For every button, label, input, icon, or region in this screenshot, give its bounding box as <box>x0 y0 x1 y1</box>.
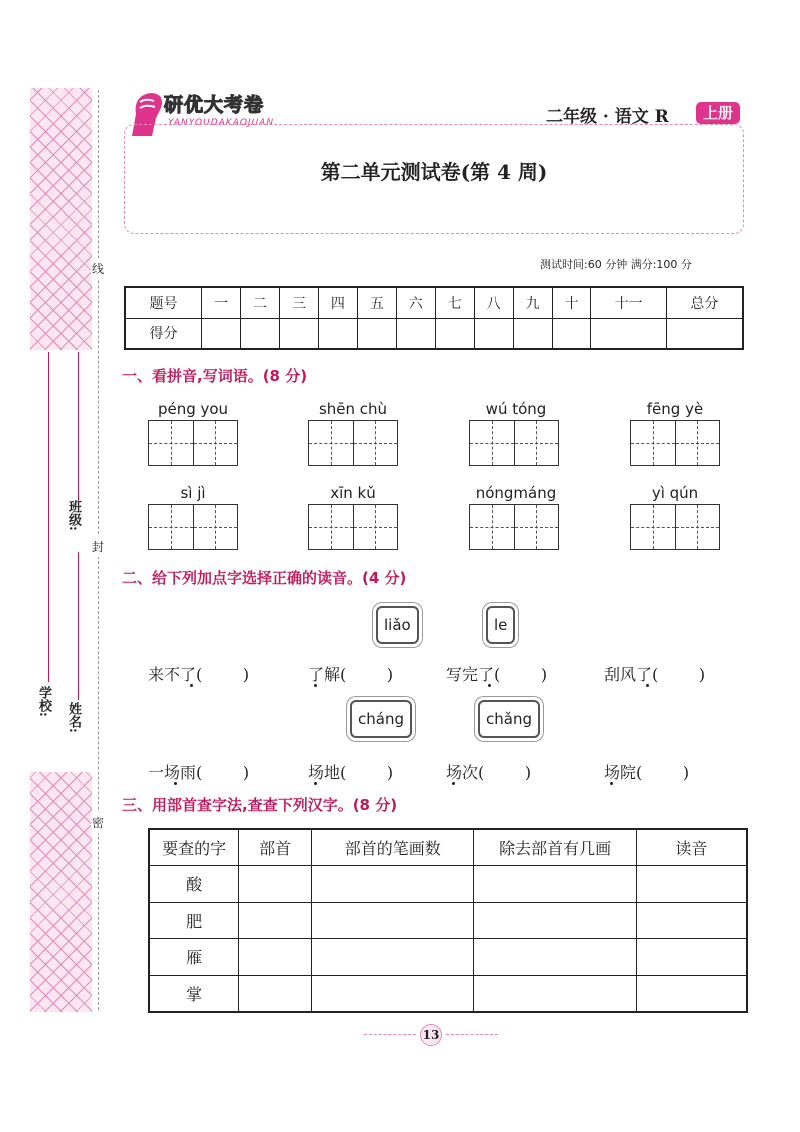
answer-cell[interactable] <box>311 939 473 976</box>
score-cell[interactable] <box>357 318 396 349</box>
answer-cell[interactable] <box>474 975 636 1012</box>
emphasis-dot <box>610 782 613 785</box>
score-header-cell: 三 <box>279 287 318 318</box>
word-item: 场地( ) <box>308 763 394 782</box>
pinyin-prompt: nóngmáng <box>475 484 557 502</box>
logo-subtitle: YANYOUDAKAOJUAN <box>168 118 275 128</box>
writing-grid[interactable] <box>630 504 720 550</box>
score-header-cell: 七 <box>435 287 474 318</box>
score-value-row <box>125 318 743 349</box>
writing-grid[interactable] <box>308 504 398 550</box>
page-title: 第二单元测试卷(第 4 周) <box>320 160 548 184</box>
word-item: 一场雨( ) <box>148 763 250 782</box>
score-header-cell: 八 <box>474 287 513 318</box>
score-header-cell: 二 <box>241 287 280 318</box>
score-header-cell: 十一 <box>591 287 666 318</box>
answer-cell[interactable] <box>239 866 312 903</box>
emphasis-dot <box>452 782 455 785</box>
section1-heading: 一、看拼音,写词语。(8 分) <box>122 367 308 385</box>
pinyin-prompt: yì qún <box>651 484 699 502</box>
school-field-line[interactable] <box>48 352 49 682</box>
answer-cell[interactable] <box>311 975 473 1012</box>
pinyin-prompt: fēng yè <box>646 400 704 418</box>
answer-cell[interactable] <box>636 902 747 939</box>
volume-badge: 上册 <box>696 102 740 124</box>
answer-cell[interactable] <box>474 902 636 939</box>
query-char: 肥 <box>149 902 239 939</box>
answer-cell[interactable] <box>239 975 312 1012</box>
emphasis-dot <box>488 684 491 687</box>
answer-cell[interactable] <box>311 866 473 903</box>
pinyin-prompt: xīn kǔ <box>330 484 376 502</box>
reading-option: liǎo <box>376 606 419 644</box>
answer-cell[interactable] <box>636 975 747 1012</box>
column-header: 部首 <box>239 829 312 866</box>
word-item: 场次( ) <box>446 763 532 782</box>
score-header-cell: 六 <box>396 287 435 318</box>
reading-option: cháng <box>350 700 412 738</box>
score-header-cell: 题号 <box>125 287 202 318</box>
page-number-rule-right <box>446 1034 498 1035</box>
score-table <box>124 286 744 350</box>
table-row <box>149 939 747 976</box>
table-row <box>149 866 747 903</box>
word-item: 了解( ) <box>308 665 394 684</box>
score-row-label: 得分 <box>125 318 202 349</box>
binding-char-mi: 密 <box>91 812 105 833</box>
answer-cell[interactable] <box>239 939 312 976</box>
score-cell[interactable] <box>552 318 591 349</box>
word-item: 写完了( ) <box>446 665 548 684</box>
score-header-row <box>125 287 743 318</box>
emphasis-dot <box>190 684 193 687</box>
score-header-cell: 四 <box>318 287 357 318</box>
score-cell[interactable] <box>279 318 318 349</box>
name-field-label: 姓名: <box>66 702 81 733</box>
word-item: 来不了( ) <box>148 665 250 684</box>
score-cell[interactable] <box>666 318 743 349</box>
name-field-line[interactable] <box>78 552 79 700</box>
school-field-label: 学校: <box>36 686 51 717</box>
answer-cell[interactable] <box>239 902 312 939</box>
pinyin-prompt: wú tóng <box>485 400 547 418</box>
answer-cell[interactable] <box>311 902 473 939</box>
emphasis-dot <box>314 684 317 687</box>
radical-header-row <box>149 829 747 866</box>
score-cell[interactable] <box>513 318 552 349</box>
reading-option: le <box>486 606 515 644</box>
section3-heading: 三、用部首查字法,查查下列汉字。(8 分) <box>122 796 398 814</box>
score-header-cell: 总分 <box>666 287 743 318</box>
pinyin-prompt: shēn chù <box>318 400 388 418</box>
class-field-label: 班级: <box>66 500 81 531</box>
answer-cell[interactable] <box>636 939 747 976</box>
score-cell[interactable] <box>202 318 241 349</box>
score-cell[interactable] <box>241 318 280 349</box>
writing-grid[interactable] <box>630 420 720 466</box>
answer-cell[interactable] <box>636 866 747 903</box>
table-row <box>149 902 747 939</box>
score-cell[interactable] <box>318 318 357 349</box>
emphasis-dot <box>646 684 649 687</box>
binding-hatch-bottom <box>30 772 92 1012</box>
pinyin-prompt: péng you <box>157 400 229 418</box>
test-meta: 测试时间:60 分钟 满分:100 分 <box>540 258 692 271</box>
answer-cell[interactable] <box>474 866 636 903</box>
answer-cell[interactable] <box>474 939 636 976</box>
column-header: 读音 <box>636 829 747 866</box>
score-header-cell: 九 <box>513 287 552 318</box>
emphasis-dot <box>174 782 177 785</box>
score-cell[interactable] <box>591 318 666 349</box>
writing-grid[interactable] <box>469 420 559 466</box>
writing-grid[interactable] <box>148 504 238 550</box>
query-char: 雁 <box>149 939 239 976</box>
score-cell[interactable] <box>474 318 513 349</box>
binding-char-feng: 封 <box>91 536 105 557</box>
binding-char-xian: 线 <box>91 258 105 279</box>
reading-option: chǎng <box>478 700 540 738</box>
writing-grid[interactable] <box>469 504 559 550</box>
column-header: 除去部首有几画 <box>474 829 636 866</box>
radical-table <box>148 828 748 1013</box>
binding-hatch-top <box>30 88 92 350</box>
grade-subject-label: 二年级 · 语文 R <box>546 107 669 127</box>
section2-heading: 二、给下列加点字选择正确的读音。(4 分) <box>122 569 407 587</box>
score-header-cell: 一 <box>202 287 241 318</box>
page-number-rule-left <box>364 1034 416 1035</box>
word-item: 场院( ) <box>604 763 690 782</box>
column-header: 部首的笔画数 <box>311 829 473 866</box>
page-number: 13 <box>420 1024 442 1046</box>
writing-grid[interactable] <box>148 420 238 466</box>
column-header: 要查的字 <box>149 829 239 866</box>
logo-title: 研优大考卷 <box>164 94 265 116</box>
table-row <box>149 975 747 1012</box>
emphasis-dot <box>314 782 317 785</box>
score-cell[interactable] <box>435 318 474 349</box>
score-header-cell: 十 <box>552 287 591 318</box>
word-item: 刮风了( ) <box>604 665 706 684</box>
pinyin-prompt: sì jì <box>180 484 206 502</box>
score-cell[interactable] <box>396 318 435 349</box>
writing-grid[interactable] <box>308 420 398 466</box>
score-header-cell: 五 <box>357 287 396 318</box>
class-field-line[interactable] <box>78 352 79 502</box>
query-char: 酸 <box>149 866 239 903</box>
query-char: 掌 <box>149 975 239 1012</box>
